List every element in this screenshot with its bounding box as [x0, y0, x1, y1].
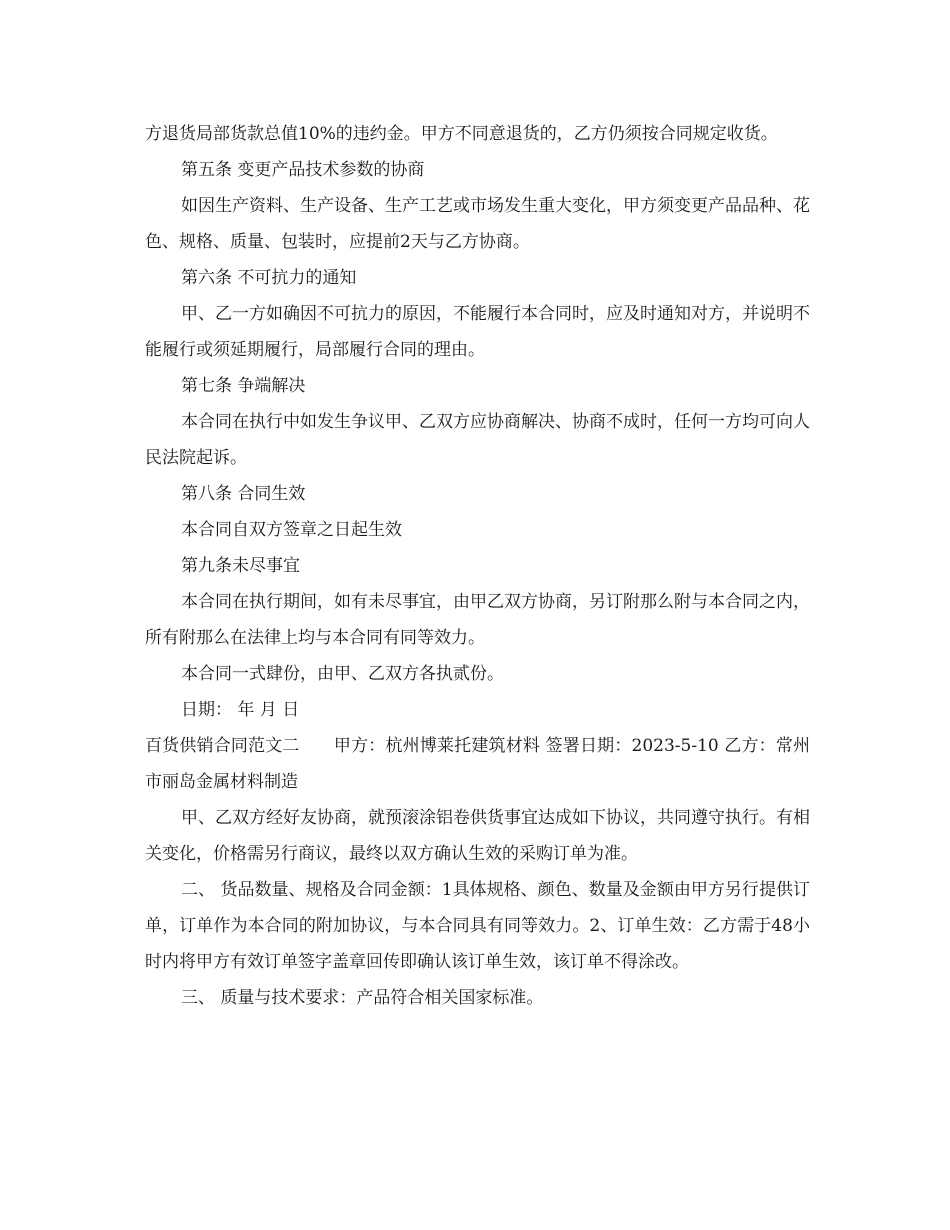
paragraph: 本合同自双方签章之日起生效: [181, 520, 402, 540]
article-heading: 第五条 变更产品技术参数的协商: [181, 160, 425, 180]
contract-header: 百货供销合同范文二 甲方：杭州博莱托建筑材料 签署日期：2023-5-10 乙方：常州市丽岛金属材料制造: [145, 736, 810, 792]
article-heading: 第七条 争端解决: [181, 376, 306, 396]
article-heading: 第九条未尽事宜: [181, 556, 300, 576]
clause-paragraph: 三、 质量与技术要求：产品符合相关国家标准。: [181, 988, 544, 1008]
paragraph: 方退货局部货款总值10%的违约金。甲方不同意退货的，乙方仍须按合同规定收货。: [145, 124, 778, 144]
paragraph: 甲、乙双方经好友协商，就预滚涂铝卷供货事宜达成如下协议，共同遵守执行。有相关变化，价格需另行商议，最终以双方确认生效的采购订单为准。: [145, 808, 810, 864]
paragraph: 本合同一式肆份，由甲、乙双方各执贰份。: [181, 664, 504, 684]
date-line: 日期： 年 月 日: [181, 700, 300, 720]
article-heading: 第六条 不可抗力的通知: [181, 268, 357, 288]
clause-paragraph: 二、 货品数量、规格及合同金额：1具体规格、颜色、数量及金额由甲方另行提供订单，订单作为本合同的附加协议，与本合同具有同等效力。2、订单生效：乙方需于48小时内将甲方有效订单签字盖章回传即确认该订单生效，该订单不得涂改。: [145, 880, 810, 972]
document-body: [145, 116, 810, 1016]
paragraph: 如因生产资料、生产设备、生产工艺或市场发生重大变化，甲方须变更产品品种、花色、规格、质量、包装时，应提前2天与乙方协商。: [145, 196, 810, 252]
paragraph: 甲、乙一方如确因不可抗力的原因，不能履行本合同时，应及时通知对方，并说明不能履行或须延期履行，局部履行合同的理由。: [145, 304, 810, 360]
article-heading: 第八条 合同生效: [181, 484, 306, 504]
paragraph: 本合同在执行中如发生争议甲、乙双方应协商解决、协商不成时，任何一方均可向人民法院起诉。: [145, 412, 810, 468]
paragraph: 本合同在执行期间，如有未尽事宜，由甲乙双方协商，另订附那么附与本合同之内，所有附那么在法律上均与本合同有同等效力。: [145, 592, 810, 648]
